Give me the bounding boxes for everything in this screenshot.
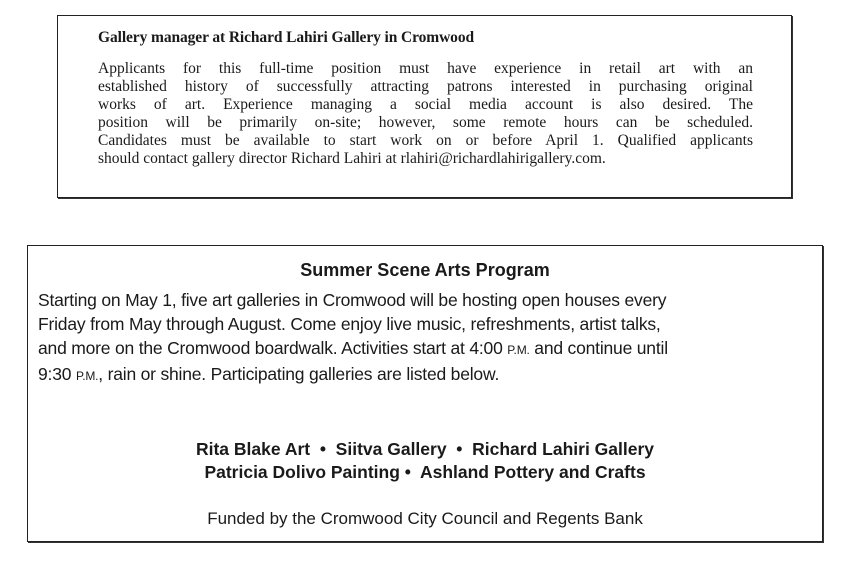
program-line [38, 362, 818, 388]
job-ad-title: Gallery manager at Richard Lahiri Gallery in Cromwood [98, 29, 475, 46]
job-ad-line: works of art. Experience managing a social media account is also desired. The [98, 96, 753, 113]
job-ad-line: Applicants for this full-time position must have experience in retail art with an [98, 60, 753, 77]
job-ad-line: position will be primarily on-site; however, some remote hours can be scheduled. [98, 114, 753, 131]
funding-note: Funded by the Cromwood City Council and Regents Bank [207, 509, 643, 528]
gallery-row: Rita Blake Art • Siitva Gallery • Richard Lahiri Gallery [195, 439, 655, 459]
job-ad-box [57, 15, 792, 198]
pm-label: P.M. [507, 343, 530, 357]
text: and more on the Cromwood boardwalk. Activities start at 4:00 [38, 338, 508, 358]
gallery-row: Patricia Dolivo Painting • Ashland Pottery and Crafts [204, 462, 646, 482]
program-box [27, 245, 823, 542]
program-body [38, 288, 818, 388]
text: and continue until [529, 338, 668, 358]
job-ad-line: should contact gallery director Richard Lahiri at rlahiri@richardlahirigallery.com. [98, 150, 606, 167]
program-line [38, 336, 818, 362]
text: 9:30 [38, 364, 76, 384]
gallery-list [28, 438, 822, 484]
program-title: Summer Scene Arts Program [300, 260, 550, 280]
program-line: Starting on May 1, five art galleries in Cromwood will be hosting open houses every [38, 290, 667, 310]
job-ad-body [98, 60, 753, 168]
pm-label: P.M. [75, 369, 99, 383]
text: , rain or shine. Participating galleries are listed below. [98, 364, 500, 384]
program-line: Friday from May through August. Come enjoy live music, refreshments, artist talks, [38, 314, 661, 334]
job-ad-line: established history of successfully attracting patrons interested in purchasing original [98, 78, 753, 95]
job-ad-line: Candidates must be available to start work on or before April 1. Qualified applicants [98, 132, 753, 149]
